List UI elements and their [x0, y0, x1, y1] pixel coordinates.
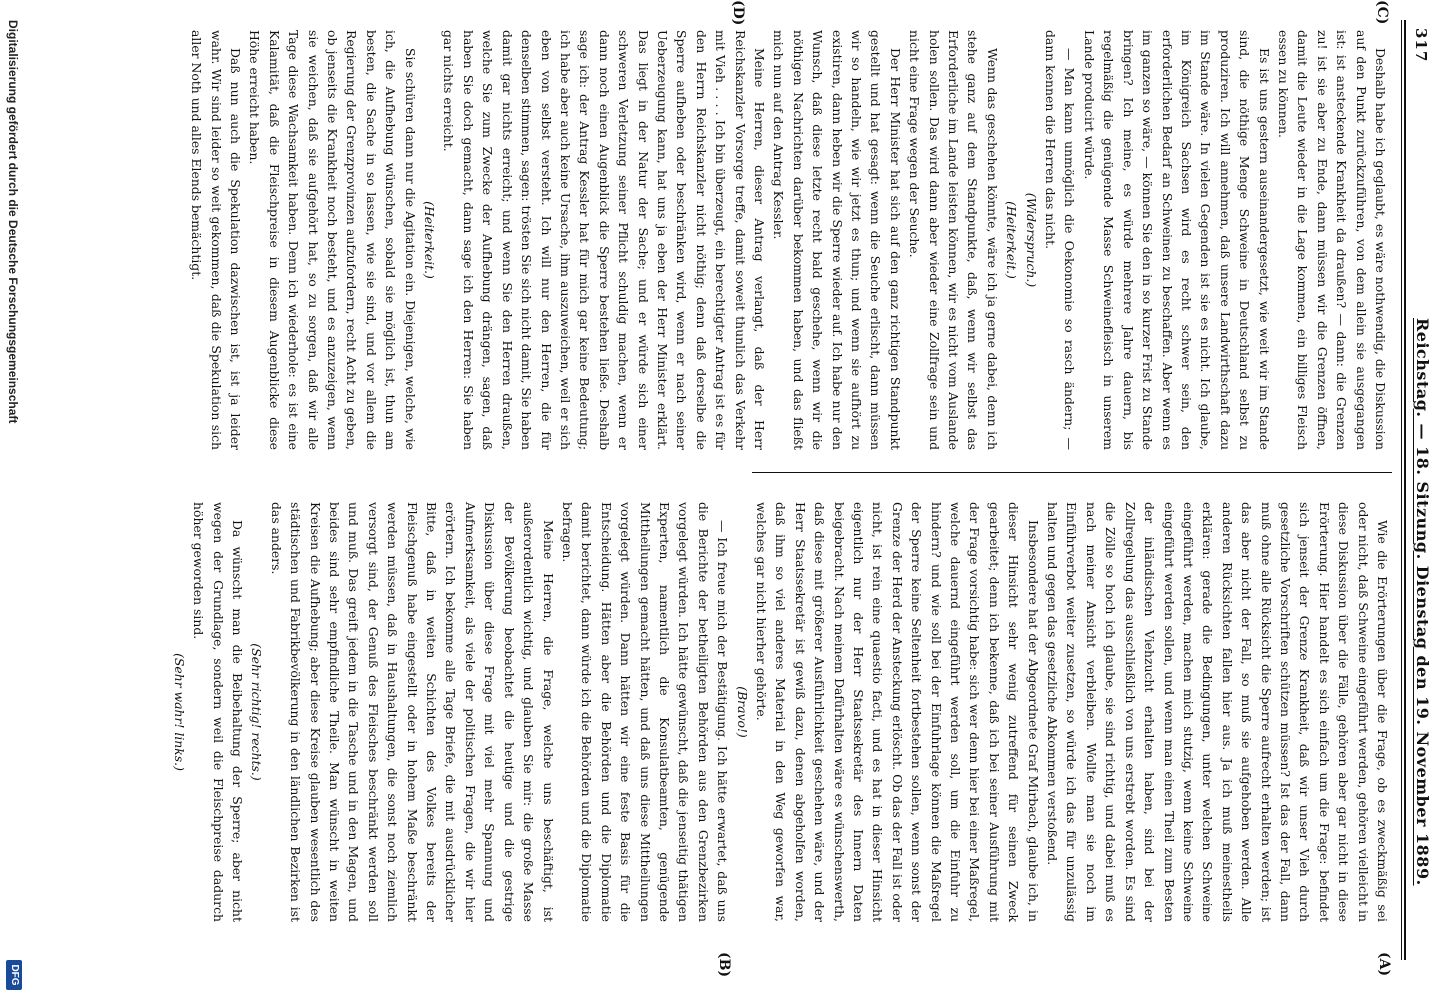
paragraph: Insbesondere hat der Abgeordnete Graf Mirbach, glaube ich, in dieser Hinsicht sehr wenig zutreffend für seinen Zweck gearbeitet; denn ich bekenne, daß ich bei seiner Ausführung mit der Frage vorsichtig habe: sich wer denn hier bei einer Maßregel, welche dauernd eingeführt werden soll, um die Einfuhr zu hindern? und wie soll bei der Einfuhrlage können die Maßregel der Sperre keine Seltenheit fortbestehen sollen, wenn sonst der Grenze der Herd der Ansteckung erlöscht. Ob das der Fall ist oder nicht, ist rein eine quaestio facti, und es hat in dieser Hinsicht eigentlich nur der Herr Staatssekretär des Innern Daten beigebracht. Nach meinem Dafürhalten wäre es wünschenswerth, daß diese mit größerer Ausführlichkeit geschehen wäre, und der Herr Staatssekretär ist gewiß dazu, denen abgeholfen worden, daß ihm so viel anderes Material in den Weg geworfen war, welches gar nicht hierher gehörte. — [754, 502, 1041, 922]
running-title: Reichstag. — 18. Sitzung. Dienstag den 19. November 1889. — [1413, 318, 1432, 886]
header-rule-thin — [1401, 20, 1402, 960]
paragraph: Meine Herren, die Frage, welche uns beschäftigt, ist außerordentlich wichtig, und glauben Sie mir: die große Masse der Bevölkerung beobachtet die heutige und die gestrige Diskussion über diese Frage mit viel mehr Spannung und Aufmerksamkeit, als viele der politischen Fragen, die wir hier erörtern. Ich bekomme alle Tage Briefe, die mit ausdrücklicher Bitte, daß in weiten Schichten des Volkes bereits der Fleischgenuß habe eingestellt oder in hohem Maße beschränkt werden müssen, daß in Haushaltungen, die sonst noch ziemlich versorgt sind, der Genuß des Fleisches beschränkt werden soll und muß. Das greift jedem in die Tasche und in den Magen, und beides sind sehr empfindliche Theile. Man wünscht in weiten Kreisen die Aufhebung; aber diese Kreise glauben wesentlich des städtischen und Fabrikbevölkerung in den ländlichen Bezirken ist das anders. — [268, 502, 556, 922]
page-number: 317 — [1412, 28, 1430, 63]
dfg-logo: DFG — [6, 960, 22, 990]
header-rule — [1404, 20, 1406, 960]
funding-credit: Digitalisierung gefördert durch die Deutsche Forschungsgemeinschaft — [6, 20, 20, 424]
interjection: (Heiterkeit.) — [422, 201, 438, 279]
paragraph: Daß nun auch die Spekulation dazwischen ist, ist ja leider wahr. Wir sind leider so weit gekommen, daß die Spekulation sich aller Noth und alles Elends bemächtigt. — [189, 30, 244, 450]
interjection: (Sehr wahr! links.) — [171, 653, 187, 771]
paragraph: Deshalb habe ich geglaubt, es wäre nothwendig, die Diskussion auf den Punkt zurückzuführen, von dem allein sie ausgegangen ist: ist ansteckende Krankheit da draußen? — dann: die Grenzen zu! ist sie aber zu Ende, dann müssen wir die Grenzen öffnen, damit die Leute wieder in die Lage kommen, ein billiges Fleisch essen zu können. — [1275, 30, 1388, 450]
margin-marker-b: (B) — [716, 952, 732, 978]
paragraph: Es ist uns gestern auseinandergesetzt, wie weit wir im Stande sind, die nöthige Menge Schweine in Deutschland selbst zu produziren. Ich will annehmen, daß unsere Landwirthschaft dazu im Stande wäre. In vielen Gegenden ist sie es nicht. Ich glaube, im Königreich Sachsen wird es recht schwer sein, den erforderlichen Bedarf an Schweinen zu beschaffen. Aber wenn es im ganzen so wäre, — können Sie den in so kurzer Frist zu Stande bringen? Ich meine, es würde mehrere Jahre dauern, bis regelmäßig die genügende Masse Schweinefleisch in unserem Lande producirt würde. — [1081, 30, 1272, 450]
paragraph: Meine Herren, dieser Antrag verlangt, daß der Herr Reichskanzler Vorsorge treffe, damit soweit thunlich das Verkehr mit Vieh . . . . Ich bin überzeugt, ein berechtigter Antrag ist es für den Herrn Reichskanzler nicht nöthig; denn daß derselbe die Sperre aufheben oder beschränken wird, wenn er nach seiner Ueberzeugung kann, hat uns ja eben der Herr Minister erklärt. Das liegt in der Natur der Sache; und er würde sich einer schweren Verletzung seiner Pflicht schuldig machen, wenn er dann noch einen Augenblick die Sperre bestehen ließe. Deshalb sage ich: der Antrag Kessler hat für mich gar keine Bedeutung; ich habe aber auch keine Ursache, ihm auszuweichen, weil er sich eben von selbst versteht. Ich will nur den Herren, die für denselben stimmen, sagen: trösten Sie sich nicht damit, Sie haben damit gar nichts erreicht; und wenn Sie den Herren draußen, welche Sie zum Zwecke der Aufhebung drängen, sagen, daß haben Sie doch gemacht, dann sage ich den Herren: Sie haben gar nichts erreicht. — [441, 30, 767, 450]
paragraph: Sie schüren dann nur die Agitation ein. Diejenigen, welche, wie ich, die Aufhebung wünschen, sobald sie möglich ist, thun am besten, die Sache in so lassen, wie sie sind, und vor allem die Regierung der Grenzprovinzen aufzufordern, recht Acht zu geben, ob jenseits die Krankheit noch besteht, und es anzuzeigen, wenn sie weichen, daß sie aufgehört hat, so zu sorgen, daß wir alle Tage diese Wachsamkeit haben. Denn ich wiederhole: es ist eine Kalamität, daß die Fleischpreise in diesem Augenblicke diese Höhe erreicht haben. — [247, 30, 418, 450]
paragraph: Wenn das geschehen könnte, wäre ich ja gerne dabei, denn ich stehe ganz auf dem Standpunkte, daß, wenn wir selbst das Erforderliche im Lande leisten können, wir es nicht vom Auslande holen sollen. Das wird dann aber wieder eine Zollfrage sein und nicht eine Frage wegen der Seuche. — [907, 30, 1000, 450]
margin-marker-c: (C) — [1374, 0, 1390, 25]
text-column-right — [189, 30, 1390, 450]
interjection: (Widerspruch.) — [1023, 192, 1039, 288]
digitization-footer — [0, 0, 22, 1000]
interjection: (Sehr richtig! rechts.) — [249, 643, 265, 781]
paragraph: Der Herr Minister hat sich auf den ganz richtigen Standpunkt gestellt und hat gesagt: wenn die Seuche erlischt, dann müssen wir so handeln, wie wir jetzt es thun; und wenn sie aufhört zu existiren, dann heben wir die Sperre wieder auf. Ich habe nur den Wunsch, daß diese letzte recht bald geschehe, wenn wir die nöthigen Nachrichten darüber bekommen haben, und das fließt mich nun auf den Antrag Kessler. — [771, 30, 903, 450]
margin-marker-a: (A) — [1376, 952, 1392, 977]
paragraph: — Man kann unmöglich die Oekonomie so rasch ändern; — dann kennen die Herren das nicht. — [1043, 30, 1078, 450]
margin-marker-d: (D) — [730, 0, 746, 26]
interjection: (Bravo!) — [734, 686, 750, 738]
paragraph: Da wünscht man die Beibehaltung der Sperre; aber nicht wegen der Grundlage, sondern weil die Fleischpreise dadurch höher geworden sind. — [191, 502, 246, 922]
column-divider — [752, 472, 1392, 473]
text-column-left — [171, 502, 1392, 922]
paragraph: — Ich freue mich der Bestätigung. Ich hätte erwartet, daß uns die Berichte der betheiligten Behörden aus den Grenzbezirken vorgelegt würden. Ich hätte gewünscht, daß die jenseitig thätigen Experten, namentlich die Konsulatbeamten, genügende Mittheilungen gemacht hätten, und daß uns diese Mittheilungen vorgelegt würden. Dann hätten wir eine feste Basis für die Entscheidung. Hätten aber die Behörden und die Diplomatie damit berichtet, dann würde ich die Behörden und die Diplomatie befragen. — [559, 502, 731, 922]
paragraph: Wie die Erörterungen über die Frage, ob es zweckmäßig sei oder nicht, daß Schweine eingeführt werden, gehören vielleicht in diese Diskussion über die Fälle, gehören aber gar nicht in diese Erörterung. Hier handelt es sich einfach um die Frage: befindet sich jenseit der Grenze Krankheit, daß wir unser Vieh durch gesetzliche Vorschriften schützen müssen? Ist das der Fall, dann muß ohne alle Rücksicht die Sperre aufrecht erhalten werden; ist das aber nicht der Fall, so muß sie aufgehoben werden. Alle anderen Rücksichten fallen hier aus. Ja ich muß meinestheils erklären: gerade die Bedingungen, unter welchen Schweine eingeführt werden, machen mich stutzig, wenn keine Schweine eingeführt werden sollen, und wenn man einen Theil zum Besten der inländischen Viehzucht erhalten haben, sind bei der Zollregelung das ausschließlich von uns erstrebt worden. Es sind die Zölle so hoch ich glaube, sie sind richtig, und dabei muß es nach meiner Ansicht verbleiben. Wollte man sie noch im Einführverbot weiter zusetzen, so würde ich das für unzulässig halten und gegen das gesetzliche Abkommen verstoßend. — [1045, 502, 1390, 922]
interjection: (Heiterkeit.) — [1004, 201, 1020, 279]
